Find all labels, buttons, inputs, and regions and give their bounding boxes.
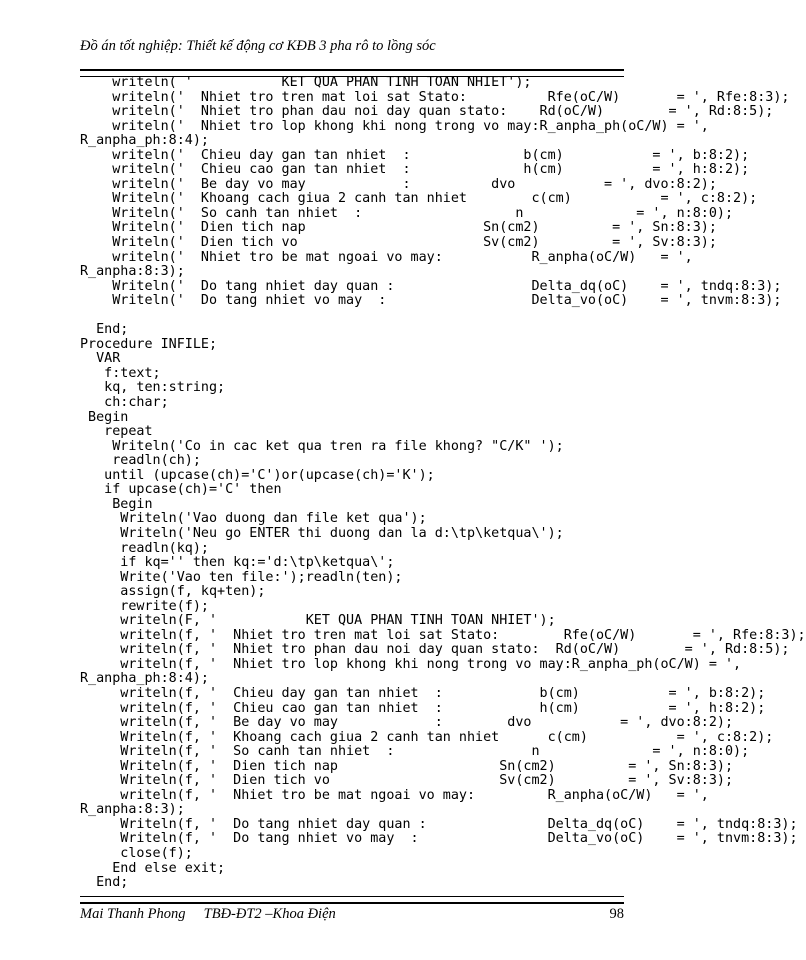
code-line: writeln(f, ' Nhiet tro phan dau noi day quan stato: Rd(oC/W) = ', Rd:8:5); — [80, 642, 790, 658]
code-line: Write('Vao ten file:');readln(ten); — [80, 569, 403, 585]
code-line: Writeln('Neu go ENTER thi duong dan la d:\tp\ketqua\'); — [80, 525, 564, 541]
code-line: Begin — [80, 409, 129, 425]
code-line: readln(ch); — [80, 453, 201, 469]
code-line: Writeln(' Do tang nhiet vo may : Delta_vo(oC) = ', tnvm:8:3); — [80, 293, 782, 309]
pascal-code-listing — [80, 75, 806, 891]
code-line: Writeln('Vao duong dan file ket qua'); — [80, 511, 427, 527]
code-line: R_anpha:8:3); — [80, 264, 185, 280]
code-line: writeln(f, ' Be day vo may : dvo = ', dvo:8:2); — [80, 715, 734, 731]
code-line: if kq='' then kq:='d:\tp\ketqua\'; — [80, 555, 395, 571]
code-line: writeln(' Chieu cao gan tan nhiet : h(cm) = ', h:8:2); — [80, 162, 750, 178]
code-line: End; — [80, 322, 129, 338]
code-line: writeln( ' KET QUA PHAN TINH TOAN NHIET'); — [80, 75, 532, 90]
code-line: kq, ten:string; — [80, 380, 226, 396]
code-line: Writeln(f, ' Dien tich vo Sv(cm2) = ', Sv:8:3); — [80, 773, 734, 789]
code-line: writeln(f, ' Nhiet tro be mat ngoai vo may: R_anpha(oC/W) = ', — [80, 787, 709, 803]
code-line: writeln(f, ' Nhiet tro lop khong khi nong trong vo may:R_anpha_ph(oC/W) = ', — [80, 656, 742, 672]
code-line: Begin — [80, 496, 153, 512]
footer-author: Mai Thanh Phong — [80, 906, 186, 922]
code-line: close(f); — [80, 845, 193, 861]
code-line: writeln(' Nhiet tro be mat ngoai vo may: R_anpha(oC/W) = ', — [80, 249, 693, 265]
footer-class-dept: TBĐ-ĐT2 –Khoa Điện — [203, 906, 336, 922]
code-line: assign(f, kq+ten); — [80, 584, 266, 600]
code-line: writeln(' Nhiet tro tren mat loi sat Stato: Rfe(oC/W) = ', Rfe:8:3); — [80, 89, 790, 105]
code-line: writeln(' Be day vo may : dvo = ', dvo:8:2); — [80, 176, 717, 192]
code-line — [80, 309, 640, 324]
code-line: ch:char; — [80, 395, 169, 411]
code-line: Writeln(f, ' Khoang cach giua 2 canh tan nhiet c(cm) = ', c:8:2); — [80, 729, 774, 745]
code-line: Writeln(' Khoang cach giua 2 canh tan nhiet c(cm) = ', c:8:2); — [80, 191, 758, 207]
code-line: Writeln(f, ' Do tang nhiet vo may : Delta_vo(oC) = ', tnvm:8:3); — [80, 831, 798, 847]
page-footer — [80, 906, 624, 923]
code-line: Writeln(' Dien tich vo Sv(cm2) = ', Sv:8:3); — [80, 235, 717, 251]
code-line: writeln(' Nhiet tro lop khong khi nong trong vo may:R_anpha_ph(oC/W) = ', — [80, 118, 709, 134]
code-line: writeln(f, ' Chieu day gan tan nhiet : b(cm) = ', b:8:2); — [80, 685, 766, 701]
header-title: Đồ án tốt nghiệp: Thiết kế động cơ KĐB 3 pha rô to lồng sóc — [80, 38, 436, 54]
code-line: writeln(f, ' Chieu cao gan tan nhiet : h(cm) = ', h:8:2); — [80, 700, 766, 716]
code-line: readln(kq); — [80, 540, 209, 556]
page-number: 98 — [609, 906, 624, 922]
code-line: writeln(' Nhiet tro phan dau noi day quan stato: Rd(oC/W) = ', Rd:8:5); — [80, 104, 774, 120]
footer-rule — [80, 896, 624, 904]
code-line: Writeln(f, ' So canh tan nhiet : n = ', n:8:0); — [80, 744, 750, 760]
code-line: Writeln(' Do tang nhiet day quan : Delta_dq(oC) = ', tndq:8:3); — [80, 278, 782, 294]
code-line: VAR — [80, 351, 121, 367]
code-line: writeln(F, ' KET QUA PHAN TINH TOAN NHIET'); — [80, 613, 556, 629]
code-line: writeln(f, ' Nhiet tro tren mat loi sat Stato: Rfe(oC/W) = ', Rfe:8:3); — [80, 627, 806, 643]
code-line: Writeln(f, ' Dien tich nap Sn(cm2) = ', Sn:8:3); — [80, 758, 734, 774]
code-line: End else exit; — [80, 860, 226, 876]
code-line: R_anpha_ph:8:4); — [80, 671, 209, 687]
code-line: R_anpha_ph:8:4); — [80, 133, 209, 149]
code-line: End; — [80, 875, 129, 891]
code-line: Writeln(' So canh tan nhiet : n = ', n:8:0); — [80, 205, 734, 221]
code-line: Writeln('Co in cac ket qua tren ra file khong? "C/K" '); — [80, 438, 564, 454]
page-header — [80, 38, 640, 55]
code-line: R_anpha:8:3); — [80, 802, 185, 818]
code-line: if upcase(ch)='C' then — [80, 482, 282, 498]
code-line: until (upcase(ch)='C')or(upcase(ch)='K'); — [80, 467, 435, 483]
code-line: f:text; — [80, 365, 161, 381]
code-line: repeat — [80, 424, 153, 440]
code-line: writeln(' Chieu day gan tan nhiet : b(cm) = ', b:8:2); — [80, 147, 750, 163]
code-line: Writeln(f, ' Do tang nhiet day quan : Delta_dq(oC) = ', tndq:8:3); — [80, 816, 798, 832]
code-line: rewrite(f); — [80, 598, 209, 614]
code-line: Writeln(' Dien tich nap Sn(cm2) = ', Sn:8:3); — [80, 220, 717, 236]
code-line: Procedure INFILE; — [80, 336, 218, 352]
